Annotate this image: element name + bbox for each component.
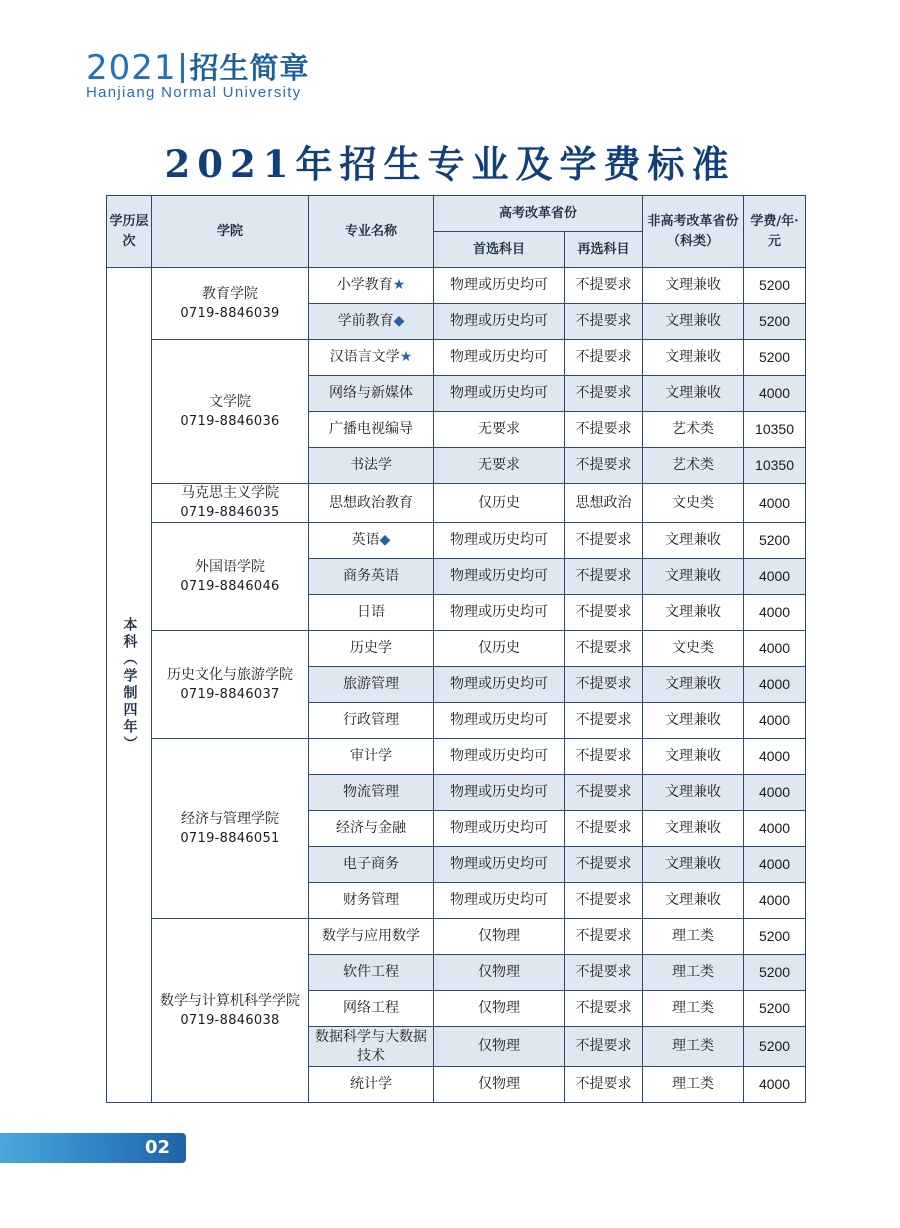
fee-cell: 4000 [744,667,806,703]
major-name-cell [309,703,434,739]
first-subject-cell: 物理或历史均可 [434,268,565,304]
fee-cell: 4000 [744,739,806,775]
major-name-cell [309,955,434,991]
brand-logo [86,50,310,101]
diamond-icon: ◆ [393,313,405,329]
fee-cell: 4000 [744,811,806,847]
first-subject-cell: 物理或历史均可 [434,883,565,919]
major-name: 数学与应用数学 [322,928,420,944]
college-phone: 0719-8846037 [180,686,280,702]
major-name-cell [309,448,434,484]
fee-cell: 5200 [744,340,806,376]
college-name: 文学院 [209,393,251,410]
category-cell: 文理兼收 [643,340,744,376]
first-subject-cell: 物理或历史均可 [434,340,565,376]
major-name: 审计学 [350,748,392,764]
fee-cell: 4000 [744,631,806,667]
category-cell: 理工类 [643,991,744,1027]
star-icon: ★ [392,277,406,293]
header-fee: 学费/年·元 [744,196,806,268]
college-cell [152,268,309,340]
second-subject-cell: 不提要求 [565,523,643,559]
major-name: 物流管理 [343,784,399,800]
major-name: 软件工程 [343,964,399,980]
table-row [107,631,806,667]
second-subject-cell: 不提要求 [565,631,643,667]
college-phone: 0719-8846036 [180,413,280,429]
category-cell: 文理兼收 [643,811,744,847]
major-name-cell [309,811,434,847]
category-cell: 文理兼收 [643,304,744,340]
fee-cell: 5200 [744,991,806,1027]
first-subject-cell: 仅物理 [434,1067,565,1103]
table-row [107,919,806,955]
first-subject-cell: 无要求 [434,412,565,448]
first-subject-cell: 仅物理 [434,991,565,1027]
category-cell: 文理兼收 [643,883,744,919]
category-cell: 理工类 [643,955,744,991]
category-cell: 文理兼收 [643,595,744,631]
college-cell [152,484,309,523]
header-reform-group: 高考改革省份 [434,196,643,232]
major-name: 网络工程 [343,1000,399,1016]
fee-cell: 5200 [744,919,806,955]
fee-cell: 4000 [744,703,806,739]
college-cell [152,340,309,484]
fee-cell: 5200 [744,1027,806,1067]
major-name-cell [309,376,434,412]
first-subject-cell: 物理或历史均可 [434,523,565,559]
fee-cell: 5200 [744,304,806,340]
category-cell: 艺术类 [643,412,744,448]
major-name-cell [309,775,434,811]
category-cell: 文理兼收 [643,703,744,739]
first-subject-cell: 无要求 [434,448,565,484]
major-name: 商务英语 [343,568,399,584]
first-subject-cell: 仅物理 [434,1027,565,1067]
second-subject-cell: 不提要求 [565,667,643,703]
college-phone: 0719-8846039 [180,305,280,321]
table-row [107,484,806,523]
category-cell: 文理兼收 [643,739,744,775]
table-row [107,340,806,376]
major-name: 英语 [351,532,380,548]
major-name-cell [309,304,434,340]
major-name-cell [309,595,434,631]
category-cell: 理工类 [643,919,744,955]
second-subject-cell: 不提要求 [565,559,643,595]
second-subject-cell: 不提要求 [565,739,643,775]
college-phone: 0719-8846035 [180,505,280,520]
category-cell: 艺术类 [643,448,744,484]
major-name-cell [309,523,434,559]
first-subject-cell: 仅物理 [434,919,565,955]
college-name: 马克思主义学院 [181,485,279,501]
major-name-cell [309,739,434,775]
table-row [107,523,806,559]
major-name-cell [309,412,434,448]
major-name-cell [309,883,434,919]
category-cell: 文理兼收 [643,523,744,559]
logo-divider [181,53,184,83]
category-cell: 文理兼收 [643,667,744,703]
college-name: 数学与计算机科学学院 [160,992,300,1009]
category-cell: 文史类 [643,631,744,667]
fee-cell: 4000 [744,1067,806,1103]
header-level: 学历层次 [107,196,152,268]
major-name: 电子商务 [343,856,399,872]
logo-year: 2021 [86,48,177,88]
first-subject-cell: 物理或历史均可 [434,739,565,775]
major-name-cell [309,559,434,595]
college-name: 外国语学院 [195,558,265,575]
fee-cell: 4000 [744,484,806,523]
second-subject-cell: 不提要求 [565,268,643,304]
college-phone: 0719-8846051 [180,830,280,846]
category-cell: 理工类 [643,1027,744,1067]
first-subject-cell: 仅历史 [434,484,565,523]
college-name: 教育学院 [202,285,258,302]
first-subject-cell: 物理或历史均可 [434,667,565,703]
category-cell: 文理兼收 [643,847,744,883]
second-subject-cell: 不提要求 [565,955,643,991]
logo-title: 招生简章 [189,51,310,85]
major-name-cell [309,1027,434,1067]
major-name: 日语 [357,604,385,620]
major-name: 统计学 [350,1076,392,1092]
category-cell: 文理兼收 [643,775,744,811]
major-name: 行政管理 [343,712,399,728]
fee-cell: 10350 [744,412,806,448]
fee-cell: 10350 [744,448,806,484]
university-name: Hanjiang Normal University [86,84,302,101]
college-name: 历史文化与旅游学院 [167,666,293,683]
fee-cell: 5200 [744,268,806,304]
header-major: 专业名称 [309,196,434,268]
table-body [107,268,806,1103]
first-subject-cell: 物理或历史均可 [434,703,565,739]
fee-cell: 4000 [744,559,806,595]
second-subject-cell: 不提要求 [565,919,643,955]
first-subject-cell: 仅历史 [434,631,565,667]
fee-cell: 4000 [744,595,806,631]
table-header-row [107,196,806,232]
header-second-subject: 再选科目 [565,232,643,268]
fee-cell: 4000 [744,376,806,412]
college-cell [152,523,309,631]
first-subject-cell: 物理或历史均可 [434,376,565,412]
college-phone: 0719-8846046 [180,578,280,594]
first-subject-cell: 物理或历史均可 [434,775,565,811]
major-name: 数据科学与大数据技术 [315,1028,427,1064]
major-name: 财务管理 [343,892,399,908]
category-cell: 理工类 [643,1067,744,1103]
major-name: 小学教育 [336,277,393,293]
category-cell: 文史类 [643,484,744,523]
page-number: 02 [145,1137,171,1158]
second-subject-cell: 不提要求 [565,811,643,847]
second-subject-cell: 不提要求 [565,376,643,412]
fee-cell: 4000 [744,775,806,811]
major-name-cell [309,919,434,955]
second-subject-cell: 不提要求 [565,304,643,340]
first-subject-cell: 物理或历史均可 [434,304,565,340]
table-row [107,268,806,304]
major-name: 书法学 [350,457,392,473]
major-name-cell [309,268,434,304]
page-title: 2021年招生专业及学费标准 [164,142,736,186]
major-name: 广播电视编导 [329,421,413,437]
major-name-cell [309,484,434,523]
major-name: 旅游管理 [343,676,399,692]
second-subject-cell: 不提要求 [565,595,643,631]
major-name-cell [309,1067,434,1103]
first-subject-cell: 物理或历史均可 [434,811,565,847]
category-cell: 文理兼收 [643,268,744,304]
diamond-icon: ◆ [379,532,391,548]
major-name-cell [309,631,434,667]
category-cell: 文理兼收 [643,376,744,412]
header-college: 学院 [152,196,309,268]
major-name: 思想政治教育 [329,494,413,511]
level-cell [107,268,152,1103]
header-first-subject: 首选科目 [434,232,565,268]
table-row [107,739,806,775]
major-name: 学前教育 [337,313,394,329]
star-icon: ★ [399,349,413,365]
fee-table [106,195,806,1103]
second-subject-cell: 不提要求 [565,340,643,376]
college-name: 经济与管理学院 [181,810,279,827]
college-cell [152,919,309,1103]
major-name-cell [309,847,434,883]
major-name-cell [309,340,434,376]
second-subject-cell: 不提要求 [565,703,643,739]
fee-cell: 4000 [744,847,806,883]
first-subject-cell: 物理或历史均可 [434,595,565,631]
second-subject-cell: 思想政治 [565,484,643,523]
major-name: 经济与金融 [336,820,406,836]
second-subject-cell: 不提要求 [565,1027,643,1067]
fee-cell: 5200 [744,523,806,559]
college-phone: 0719-8846038 [180,1012,280,1028]
major-name: 汉语言文学 [329,349,400,365]
major-name-cell [309,991,434,1027]
first-subject-cell: 仅物理 [434,955,565,991]
fee-cell: 5200 [744,955,806,991]
first-subject-cell: 物理或历史均可 [434,559,565,595]
college-cell [152,739,309,919]
header-non-reform: 非高考改革省份（科类） [643,196,744,268]
logo-mark [86,50,310,86]
second-subject-cell: 不提要求 [565,775,643,811]
college-cell [152,631,309,739]
first-subject-cell: 物理或历史均可 [434,847,565,883]
fee-cell: 4000 [744,883,806,919]
category-cell: 文理兼收 [643,559,744,595]
second-subject-cell: 不提要求 [565,847,643,883]
second-subject-cell: 不提要求 [565,883,643,919]
major-name-cell [309,667,434,703]
major-name: 网络与新媒体 [329,385,413,401]
second-subject-cell: 不提要求 [565,448,643,484]
second-subject-cell: 不提要求 [565,991,643,1027]
level-label: 本科（学制四年） [121,617,138,753]
major-name: 历史学 [350,640,392,656]
second-subject-cell: 不提要求 [565,1067,643,1103]
second-subject-cell: 不提要求 [565,412,643,448]
